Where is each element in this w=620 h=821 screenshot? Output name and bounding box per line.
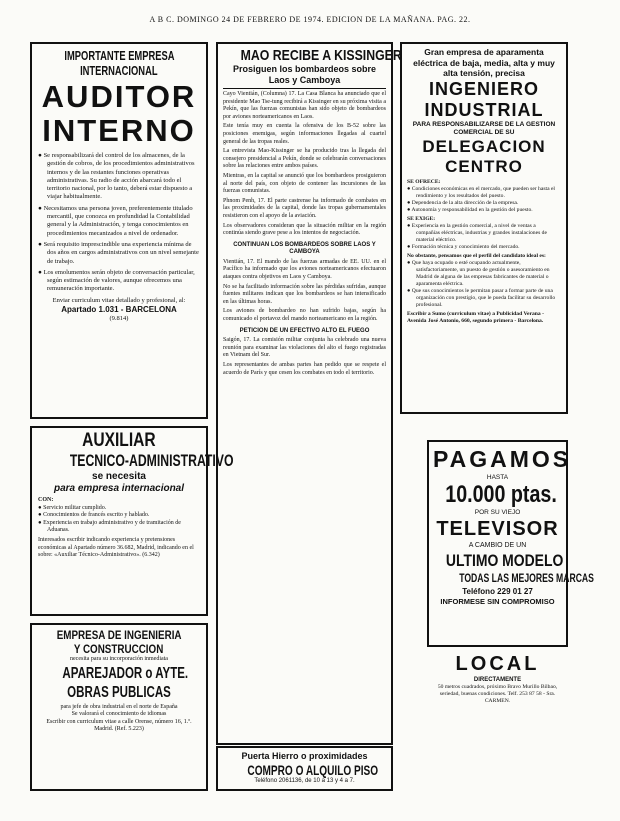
ad-auditor-kicker: IMPORTANTE EMPRESA INTERNACIONAL — [63, 48, 175, 78]
ad-auxiliar-bullet: ● Experiencia en trabajo administrativo y de tramitación de Aduanas. — [38, 519, 181, 534]
ad-ingenieria-positions: APAREJADOR o AYTE. OBRAS PUBLICAS — [62, 664, 189, 701]
ad-ingeniero-middle: No obstante, pensamos que el perfil del candidato ideal es: — [407, 252, 546, 259]
ad-auditor-ref: (9.814) — [109, 315, 129, 323]
ad-auditor — [30, 42, 208, 419]
ad-ingeniero-extra-item: ● Que sus conocimientos le permitan pasar a formar parte de una organización con prestigio, que le pueda facilitar su desarrollo profesional. — [407, 287, 556, 308]
ad-auxiliar — [30, 426, 234, 616]
ad-pagamos-hasta: HASTA — [486, 474, 509, 481]
ad-ingeniero-ofrece-item: ● Autonomía y responsabilidad en la gestión del puesto. — [407, 206, 533, 213]
page-header: A B C. DOMINGO 24 DE FEBRERO DE 1974. EDICION DE LA MAÑANA. PAG. 22. — [149, 15, 471, 24]
ad-auditor-bullet: ● Necesitamos una persona joven, preferentemente titulado mercantil, que conozca en profundidad la Contabilidad general y la Administración, y tenga conocimientos en procedimientos mecanizados a nivel de ordenador. — [38, 204, 193, 237]
ad-pagamos-televisor: TELEVISOR — [436, 518, 559, 540]
ad-ingeniero-intro: Gran empresa de aparamenta eléctrica de baja, media, alta y muy alta tensión, precisa — [413, 47, 555, 78]
ad-auditor-address: Apartado 1.031 - BARCELONA — [61, 305, 177, 315]
ad-auxiliar-bullet: ● Conocimientos de francés escrito y hablado. — [38, 512, 150, 519]
ad-local-body: 50 metros cuadrados, próximo Bravo Murillo Bilbao, seriedad, buenas condiciones. Telf. 253 87 58 - Sra. CARMEN. — [437, 684, 558, 704]
ad-auxiliar-title: AUXILIAR TECNICO-ADMINISTRATIVO — [69, 430, 234, 470]
ad-puerta-line2: COMPRO O ALQUILO PISO — [247, 762, 379, 778]
ad-auditor-bullet: ● Se responsabilizará del control de los almacenes, de la gestión de cobros, de los procedimientos administrativos internos y de las restantes funciones operativas administrativas. Su radio de acción abarcará todo el territorio nacional, por lo tanto, deberá estar dispuesto a viajar habitualmente. — [38, 152, 195, 201]
ad-pagamos-marcas: TODAS LAS MEJORES MARCAS — [459, 571, 594, 585]
ad-auxiliar-bullet: ● Servicio militar cumplido. — [38, 504, 107, 511]
article-paragraph: Los representantes de ambas partes han pedido que se respete el acuerdo de París y que cesen los combates en todo el territorio. — [223, 362, 386, 376]
article-paragraph: Este tenía muy en cuenta la ofensiva de los B-52 sobre las posiciones enemigas, según informaciones llegadas al cuartel general de las tropas reales. — [223, 123, 386, 145]
ad-ingeniero-exige-label: SE EXIGE: — [407, 215, 436, 222]
ad-local-title: LOCAL — [455, 653, 540, 675]
ad-ingenieria-title: EMPRESA DE INGENIERIA Y CONSTRUCCION — [56, 628, 182, 656]
ad-pagamos-ultimo: ULTIMO MODELO — [445, 551, 564, 570]
article-paragraph: Phnom Penh, 17. El parte castrense ha informado de combates en las proximidades de la capital, donde las tropas gubernamentales resistieron con el apoyo de la aviación. — [223, 197, 386, 219]
article-subheading: PETICION DE UN EFECTIVO ALTO EL FUEGO — [239, 327, 370, 334]
ad-ingenieria-body3: Escribir con curriculum vitae a calle Orense, número 16, 1.º. Madrid. (Ref. 5.223) — [46, 718, 192, 733]
ad-auxiliar-body: Interesados escribir indicando experiencia y pretensiones económicas al Apartado número 36.682, Madrid, indicando en el sobre: «Auxiliar Técnico-Administrativo». (6.342) — [38, 536, 194, 559]
article-paragraph: No se ha facilitado información sobre las pérdidas sufridas, aunque fuentes militares indican que los bombardeos se han intensificado en las últimas horas. — [223, 283, 386, 305]
ad-ingeniero-ofrece-label: SE OFRECE: — [407, 178, 441, 185]
ad-ingeniero-exige-item: ● Experiencia en la gestión comercial, a nivel de ventas a compañías eléctricas, industrias y grandes instalaciones de material eléctrico. — [407, 222, 547, 243]
ad-puerta-line1: Puerta Hierro o proximidades — [241, 751, 368, 761]
ad-ingeniero-ofrece-item: ● Dependencia de la alta dirección de la empresa. — [407, 199, 519, 206]
ad-local — [427, 650, 568, 710]
article-paragraph: Cayo Vientián, (Columna) 17. La Casa Blanca ha anunciado que el presidente Mao Tse-tung recibirá a Kissinger en su próxima visita a Pekín, que las fuerzas comunistas han sido objeto de bombardeos por aviones norteamericanos en Laos. — [223, 91, 386, 120]
ad-ingeniero-closing: Escribir a Sumo (curriculum vitae) a Publicidad Verana - Avenida José Antonio, 660, segundo primera - Barcelona. — [407, 310, 544, 324]
ad-pagamos-porsu: POR SU VIEJO — [474, 509, 521, 516]
article-paragraph: Saigón, 17. La comisión militar conjunta ha celebrado una nueva reunión para examinar las violaciones del alto el fuego registradas en Vietnam del Sur. — [223, 337, 386, 359]
ad-auditor-bullet: ● Será requisito imprescindible una experiencia mínima de dos años en cargos administrativos con un nivel semejante de trabajo. — [38, 240, 199, 265]
ad-puerta-line3: Teléfono 2061136, de 10 a 13 y 4 a 7. — [254, 778, 355, 784]
ad-pagamos — [427, 440, 594, 647]
article-headline: MAO RECIBE A KISSINGER — [240, 47, 402, 64]
article-paragraph: Vientián, 17. El mando de las fuerzas armadas de EE. UU. en el Pacífico ha informado que los aviones norteamericanos efectuaron ataques contra objetivos en Laos y Camboya. — [223, 258, 386, 281]
article-paragraph: La entrevista Mao-Kissinger se ha producido tras la llegada del consejero presidencial a Pekín, donde se celebrarán conversaciones sobre las relaciones entre ambos países. — [223, 148, 386, 170]
ad-ingeniero — [400, 42, 568, 414]
ad-local-sub: DIRECTAMENTE — [473, 677, 522, 683]
article-box — [216, 42, 402, 745]
ad-auxiliar-con: CON: — [38, 497, 54, 503]
ad-ingeniero-mid: PARA RESPONSABILIZARSE DE LA GESTION COMERCIAL DE SU — [412, 120, 556, 136]
ad-pagamos-title: PAGAMOS — [433, 446, 572, 472]
ad-ingenieria-body1: para jefe de obra industrial en el norte de España — [60, 703, 178, 710]
ad-auditor-closing: Enviar curriculum vitae detallado y profesional, al: — [52, 296, 186, 304]
article-subhead: Prosiguen los bombardeos sobre Laos y Camboya — [232, 64, 377, 85]
ad-ingenieria-sub: necesita para su incorporación inmediata — [70, 656, 168, 662]
article-paragraph: Mientras, en la capital se anunció que los bombardeos prosiguieron al norte del país, con objeto de contener las incursiones de las fuerzas comunistas. — [223, 172, 386, 195]
article-subheading: CONTINUAN LOS BOMBARDEOS SOBRE LAOS Y CAMBOYA — [233, 241, 376, 256]
ad-pagamos-info: INFORMESE SIN COMPROMISO — [440, 597, 555, 606]
ad-pagamos-cambio: A CAMBIO DE UN — [468, 542, 527, 549]
ad-ingeniero-title: INGENIERO INDUSTRIAL — [424, 78, 544, 120]
ad-ingenieria — [30, 623, 208, 791]
ad-pagamos-tel: Teléfono 229 01 27 — [462, 587, 533, 596]
ad-auditor-bullet: ● Los emolumentos serán objeto de conversación particular, según estimación de valores, aunque ofrecemos una remuneración importante. — [38, 268, 195, 293]
ad-auditor-title: AUDITOR INTERNO — [41, 79, 197, 148]
ad-ingeniero-exige-item: ● Formación técnica y conocimiento del mercado. — [407, 243, 520, 250]
ad-ingeniero-ofrece-item: ● Condiciones económicas en el mercado, que pueden ser hasta el rendimiento y los resultados del puesto. — [407, 185, 555, 199]
ad-ingenieria-body2: Se valorará el conocimiento de idiomas — [71, 711, 167, 718]
ad-ingeniero-delegacion: DELEGACION CENTRO — [422, 136, 546, 176]
article-paragraph: Los observadores consideran que la situación militar en la región continúa siendo grave pese a los intentos de negociación. — [223, 222, 386, 237]
ad-auxiliar-sub: se necesita para empresa internacional — [53, 471, 185, 494]
ad-ingeniero-extra-item: ● Que haya ocupado o esté ocupando actualmente, satisfactoriamente, un puesto de gestión o asesoramiento en Madrid de alguna de las empresas fabricantes de material o aparamenta eléctrica. — [407, 259, 550, 287]
ad-pagamos-amount: 10.000 ptas. — [445, 481, 557, 508]
article-paragraph: Los aviones de bombardeo no han sufrido bajas, según ha comunicado el portavoz del mando norteamericano en la región. — [223, 308, 386, 323]
ad-puerta-hierro — [216, 746, 393, 791]
